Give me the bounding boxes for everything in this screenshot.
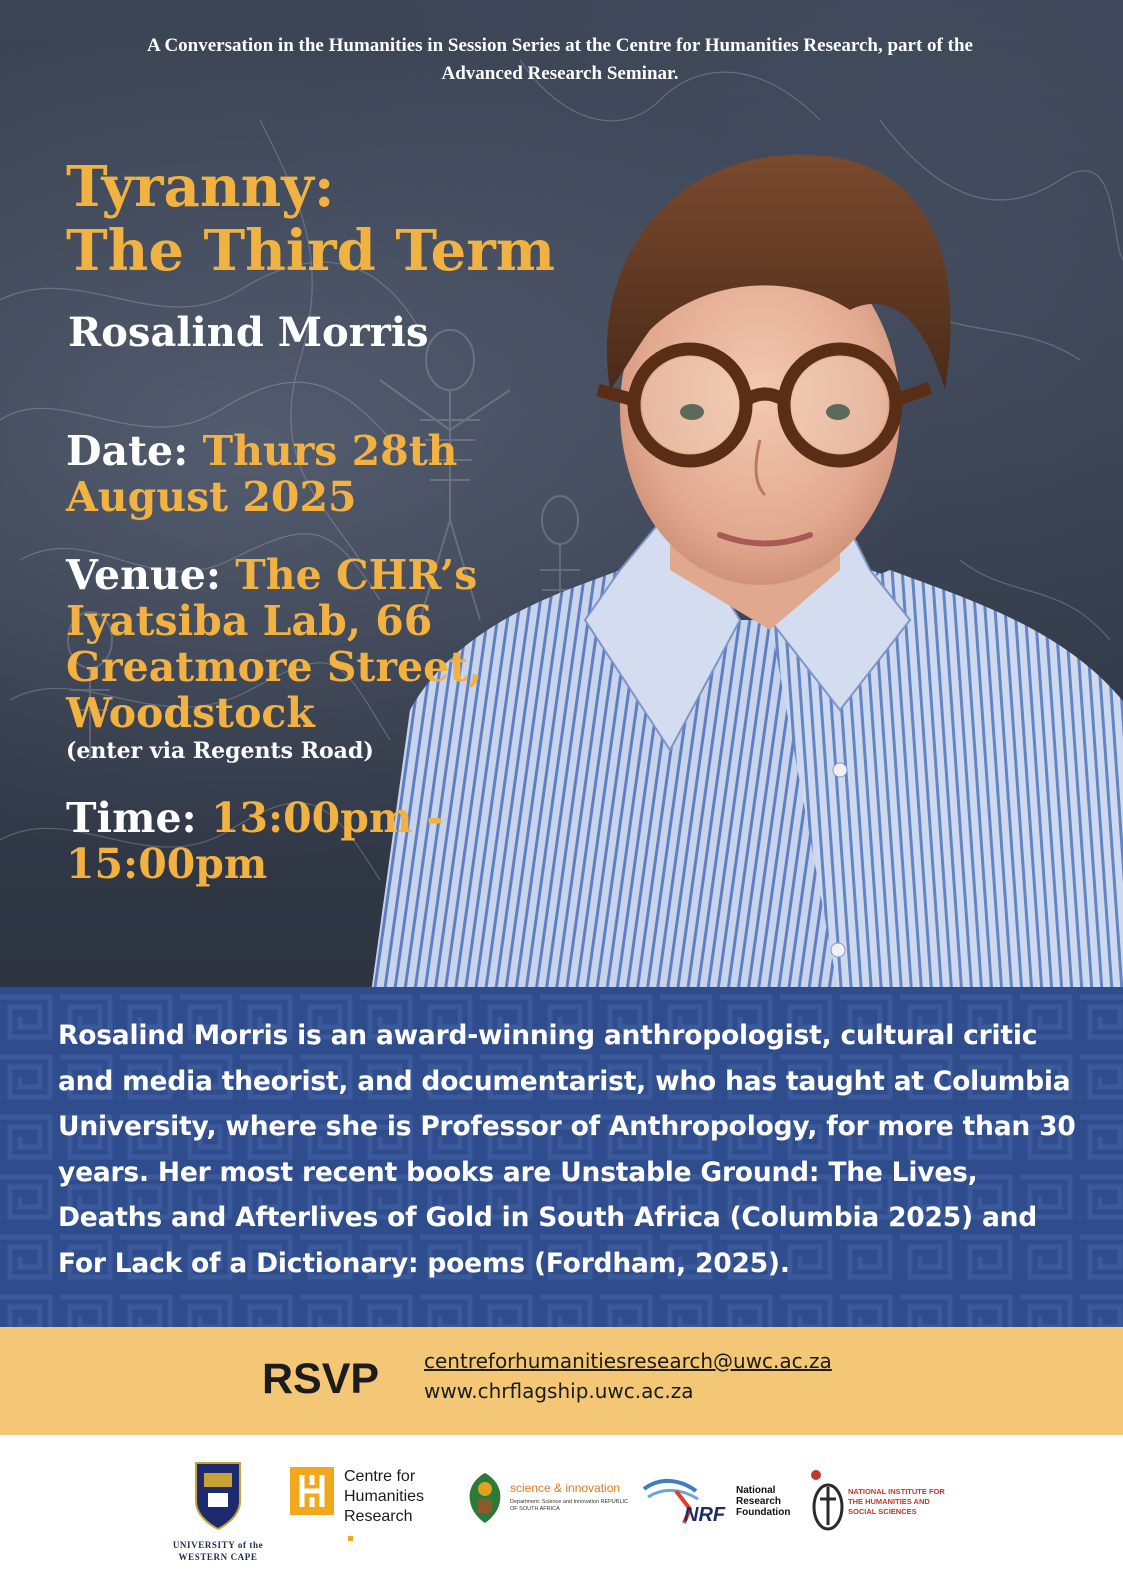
uwc-name: UNIVERSITY of the WESTERN CAPE [172,1540,264,1562]
rsvp-label: RSVP [262,1355,380,1403]
sponsor-logos [0,1435,1123,1588]
rsvp-section [0,1327,1123,1435]
nrf-logo [640,1469,800,1529]
rsvp-email-link[interactable]: centreforhumanitiesresearch@uwc.ac.za [424,1349,832,1373]
event-title [66,155,626,283]
dsi-department: Department: Science and Innovation REPUBLIC OF SOUTH AFRICA [510,1499,629,1512]
date-label: Date: [66,427,189,475]
time-value: 13:00pm - 15:00pm [66,794,444,888]
event-venue [66,552,486,736]
bio-section [0,987,1123,1327]
series-description: A Conversation in the Humanities in Session Series at the Centre for Humanities Research, part of the Advanced Research Seminar. [147,35,973,84]
nihss-figure-icon [806,1467,846,1533]
venue-note: (enter via Regents Road) [66,738,374,764]
event-time [66,795,486,887]
uwc-logo [168,1455,268,1575]
time-label: Time: [66,794,197,842]
event-title-line2: The Third Term [66,218,555,284]
event-date [66,428,486,520]
nrf-mark-icon [640,1469,736,1529]
nihss-logo [806,1467,956,1537]
speaker-name: Rosalind Morris [68,309,429,356]
venue-label: Venue: [66,551,221,599]
uwc-crest-icon [168,1455,268,1535]
speaker-bio: Rosalind Morris is an award-winning anthropologist, cultural critic and media theorist, and documentarist, who has taught at Columbia University, where she is Professor of Anthropology, for more than 30 years. Her most recent books are Unstable Ground: The Lives, Deaths and Afterlives of Gold in South Africa (Columbia 2025) and For Lack of a Dictionary: poems (Fordham, 2025). [58,1020,1076,1279]
nihss-name: NATIONAL INSTITUTE FOR THE HUMANITIES AND SOCIAL SCIENCES [848,1487,945,1516]
rsvp-website[interactable]: www.chrflagship.uwc.ac.za [424,1379,694,1403]
dsi-logo [464,1471,634,1531]
chr-name: Centre for Humanities Research [344,1467,448,1547]
chr-logo [288,1465,448,1525]
coat-of-arms-icon [464,1471,506,1525]
chr-mark-icon [288,1465,336,1517]
event-title-line1: Tyranny: [66,154,335,220]
nrf-name: National Research Foundation [736,1485,791,1518]
nrf-abbrev: NRF [684,1504,726,1526]
venue-value: The CHR’s Iyatsiba Lab, 66 Greatmore Street, Woodstock [66,551,483,737]
dsi-name: science & innovation [510,1481,621,1495]
date-value: Thurs 28th August 2025 [66,427,458,521]
